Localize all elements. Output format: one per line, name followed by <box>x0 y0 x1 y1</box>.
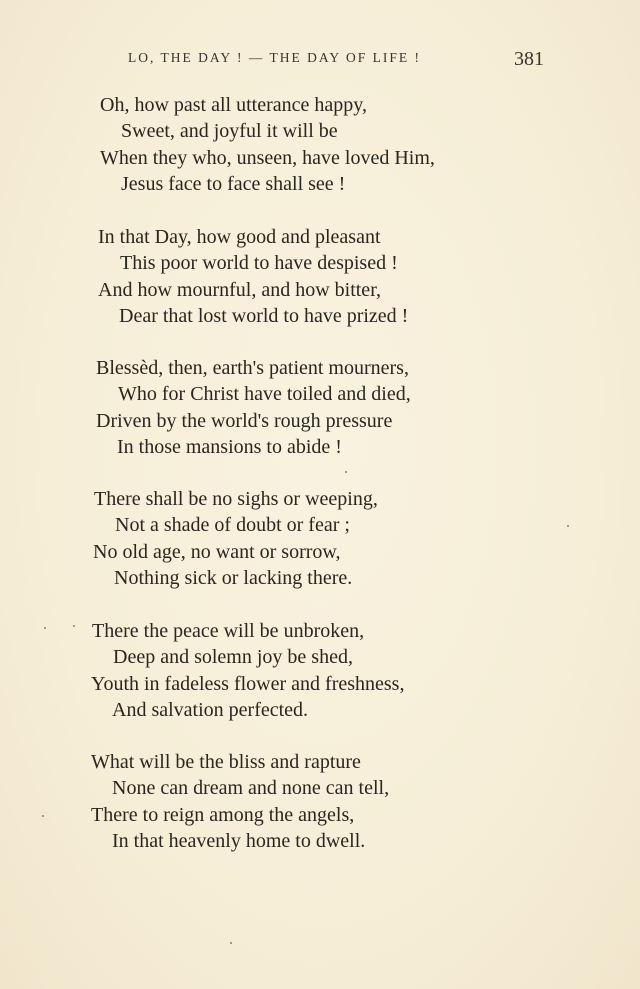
poem-line: And salvation perfected. <box>112 699 309 721</box>
poem-line: There to reign among the angels, <box>91 804 355 826</box>
poem-line: None can dream and none can tell, <box>112 777 390 799</box>
print-speck <box>230 942 232 944</box>
poem-line: Nothing sick or lacking there. <box>114 567 353 589</box>
poem-line: Who for Christ have toiled and died, <box>118 383 411 405</box>
page-header <box>0 48 640 76</box>
poem-line: In those mansions to abide ! <box>117 436 342 458</box>
print-speck <box>42 815 44 817</box>
poem-line: Blessèd, then, earth's patient mourners, <box>96 357 409 379</box>
poem-line: What will be the bliss and rapture <box>91 751 361 773</box>
poem-line: And how mournful, and how bitter, <box>98 279 382 301</box>
print-speck <box>567 525 569 527</box>
poem-line: Jesus face to face shall see ! <box>121 173 346 195</box>
print-speck <box>73 625 75 627</box>
poem-line: In that heavenly home to dwell. <box>112 830 366 852</box>
poem-line: There shall be no sighs or weeping, <box>94 488 378 510</box>
poem-line: Deep and solemn joy be shed, <box>113 646 353 668</box>
poem-line: There the peace will be unbroken, <box>92 620 365 642</box>
poem-line: Sweet, and joyful it will be <box>121 120 338 142</box>
print-speck <box>345 471 347 473</box>
page-number: 381 <box>514 48 544 70</box>
poem-line: When they who, unseen, have loved Him, <box>100 147 435 169</box>
poem-line: In that Day, how good and pleasant <box>98 226 381 248</box>
print-speck <box>44 627 46 629</box>
poem-line: No old age, no want or sorrow, <box>93 541 341 563</box>
poem-line: Not a shade of doubt or fear ; <box>115 514 350 536</box>
poem-line: This poor world to have despised ! <box>120 252 398 274</box>
running-head: LO, THE DAY ! — THE DAY OF LIFE ! <box>128 50 422 65</box>
poem-line: Driven by the world's rough pressure <box>96 410 393 432</box>
poem-line: Oh, how past all utterance happy, <box>100 94 367 116</box>
poem-line: Dear that lost world to have prized ! <box>119 305 409 327</box>
poem-line: Youth in fadeless flower and freshness, <box>91 673 405 695</box>
